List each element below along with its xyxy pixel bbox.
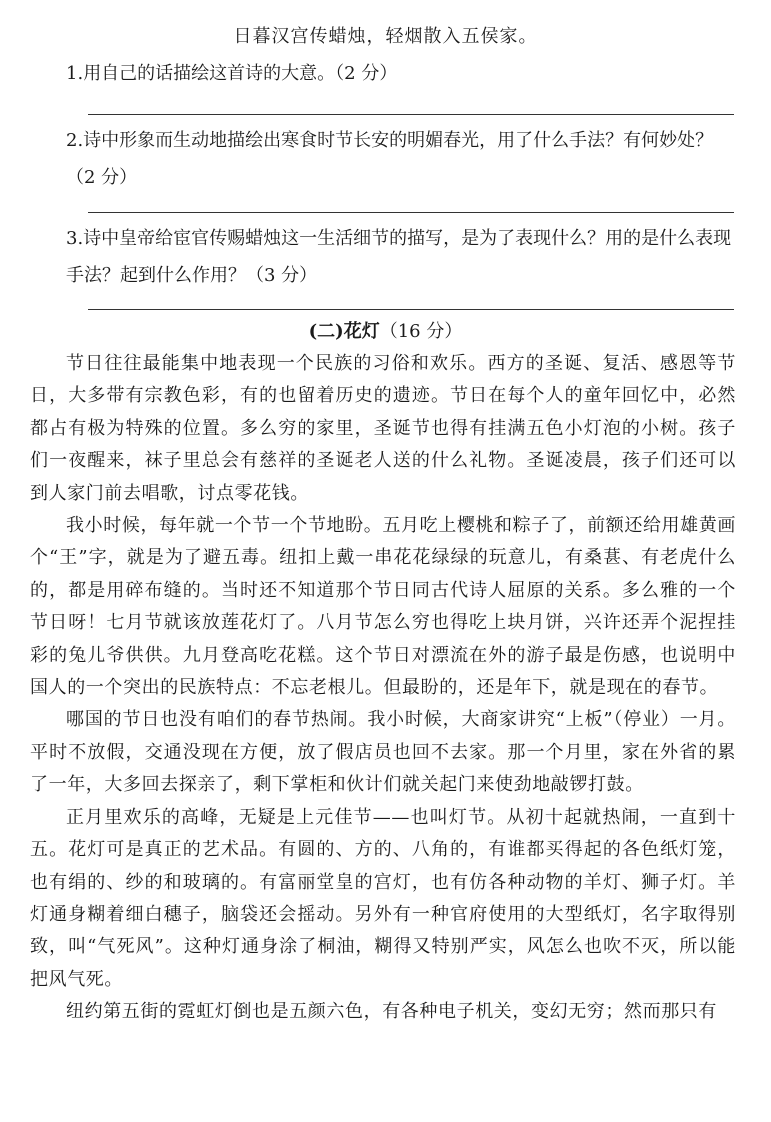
question-text: 诗中皇帝给宦官传赐蜡烛这一生活细节的描写，是为了表现什么？用的是什么表现手法？起到什么作用？（3 分）: [66, 228, 732, 286]
question-3: [66, 220, 742, 294]
answer-line[interactable]: [88, 114, 734, 115]
passage-paragraph: 哪国的节日也没有咱们的春节热闹。我小时候，大商家讲究“上板”（停业）一月。平时不放假，交通没现在方便，放了假店员也回不去家。那一个月里，家在外省的累了一年，大多回去探亲了，剩下掌柜和伙计们就关起门来使劲地敲锣打鼓。: [30, 709, 736, 796]
question-text: 诗中形象而生动地描绘出寒食时节长安的明媚春光，用了什么手法？有何妙处？（2 分）: [66, 130, 714, 188]
reading-passage: [30, 348, 736, 1029]
passage-paragraph: 我小时候，每年就一个节一个节地盼。五月吃上樱桃和粽子了，前额还给用雄黄画个“王”字，就是为了避五毒。纽扣上戴一串花花绿绿的玩意儿，有桑葚、有老虎什么的，都是用碎布缝的。当时还不知道那个节日同古代诗人屈原的关系。多么雅的一个节日呀！七月节就该放莲花灯了。八月节怎么穷也得吃上块月饼，兴许还弄个泥捏挂彩的兔儿爷供供。九月登高吃花糕。这个节日对漂流在外的游子最是伤感，也说明中国人的一个突出的民族特点：不忘老根儿。但最盼的，还是年下，就是现在的春节。: [30, 515, 736, 699]
question-number: 2.: [66, 130, 84, 151]
question-number: 1.: [66, 63, 84, 84]
poem-last-line: 日暮汉宫传蜡烛，轻烟散入五侯家。: [233, 26, 538, 47]
question-2: [66, 122, 742, 196]
section-score: （16 分）: [379, 321, 463, 342]
answer-line[interactable]: [88, 212, 734, 213]
question-text: 用自己的话描绘这首诗的大意。（2 分）: [83, 63, 398, 84]
passage-paragraph: 正月里欢乐的高峰，无疑是上元佳节——也叫灯节。从初十起就热闹，一直到十五。花灯可是真正的艺术品。有圆的、方的、八角的，有谁都买得起的各色纸灯笼，也有绢的、纱的和玻璃的。有富丽堂皇的宫灯，也有仿各种动物的羊灯、狮子灯。羊灯通身糊着细白穗子，脑袋还会摇动。另外有一种官府使用的大型纸灯，名字取得别致，叫“气死风”。这种灯通身涂了桐油，糊得又特别严实，风怎么也吹不灭，所以能把风气死。: [30, 806, 736, 990]
passage-paragraph: 纽约第五街的霓虹灯倒也是五颜六色，有各种电子机关，变幻无穷；然而那只有: [66, 1001, 717, 1023]
answer-line[interactable]: [88, 309, 734, 310]
passage-paragraph: 节日往往最能集中地表现一个民族的习俗和欢乐。西方的圣诞、复活、感恩等节日，大多带有宗教色彩，有的也留着历史的遗迹。节日在每个人的童年回忆中，必然都占有极为特殊的位置。多么穷的家里，圣诞节也得有挂满五色小灯泡的小树。孩子们一夜醒来，袜子里总会有慈祥的圣诞老人送的什么礼物。圣诞凌晨，孩子们还可以到人家门前去唱歌，讨点零花钱。: [30, 353, 736, 504]
section-heading: (二)花灯: [308, 321, 380, 342]
section-title: [0, 318, 771, 346]
question-1: [66, 55, 742, 92]
question-number: 3.: [66, 228, 84, 249]
